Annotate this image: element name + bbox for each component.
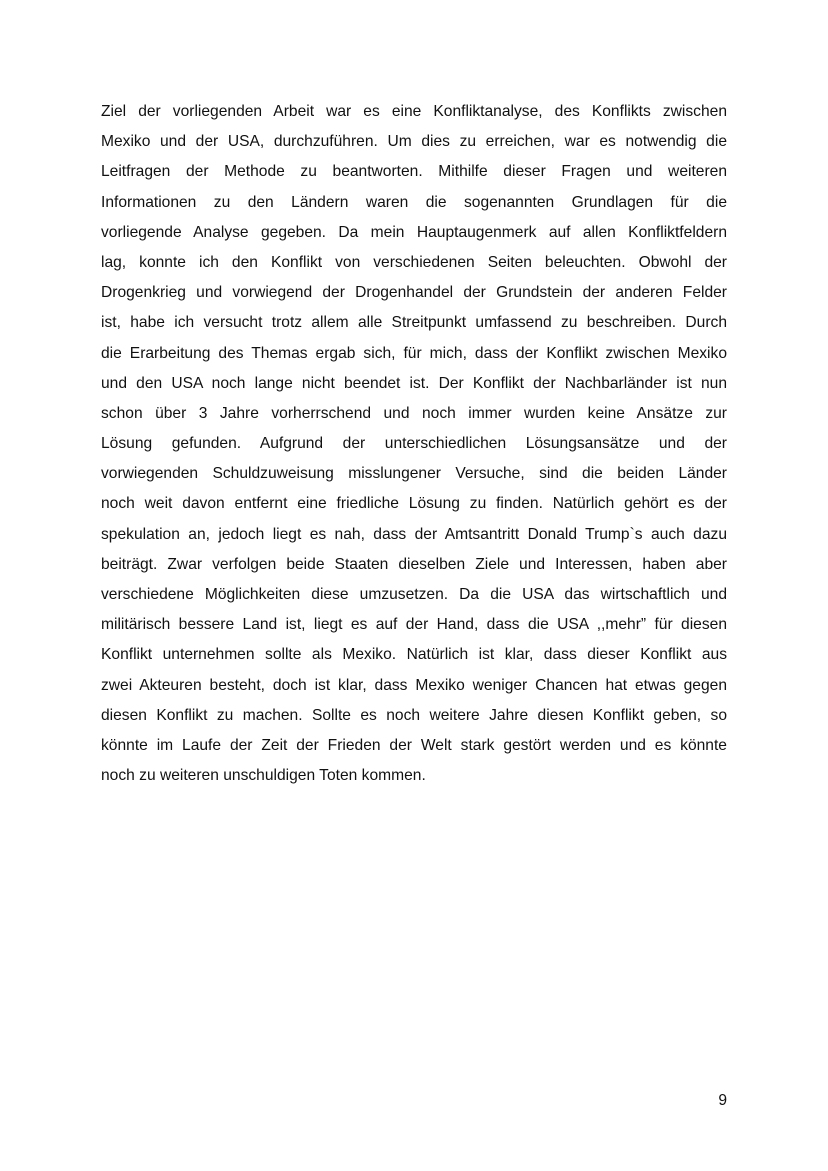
paragraph-line: zwei Akteuren besteht, doch ist klar, dass Mexiko weniger Chancen hat etwas gegen	[101, 676, 727, 694]
paragraph-line: noch zu weiteren unschuldigen Toten kommen.	[101, 767, 426, 785]
paragraph-line: Ziel der vorliegenden Arbeit war es eine Konfliktanalyse, des Konflikts zwischen	[101, 103, 727, 120]
paragraph-line: Konflikt unternehmen sollte als Mexiko. Natürlich ist klar, dass dieser Konflikt aus	[101, 646, 727, 664]
paragraph-line: vorwiegenden Schuldzuweisung misslungener Versuche, sind die beiden Länder	[101, 465, 727, 483]
paragraph-line: spekulation an, jedoch liegt es nah, dass der Amtsantritt Donald Trump`s auch dazu	[101, 525, 727, 543]
paragraph-line: verschiedene Möglichkeiten diese umzusetzen. Da die USA das wirtschaftlich und	[101, 586, 727, 603]
paragraph-line: Drogenkrieg und vorwiegend der Drogenhandel der Grundstein der anderen Felder	[101, 284, 727, 302]
body-paragraph	[101, 97, 727, 791]
paragraph-line: lag, konnte ich den Konflikt von verschiedenen Seiten beleuchten. Obwohl der	[101, 253, 727, 271]
paragraph-line: Leitfragen der Methode zu beantworten. Mithilfe dieser Fragen und weiteren	[101, 163, 727, 181]
paragraph-line: diesen Konflikt zu machen. Sollte es noch weitere Jahre diesen Konflikt geben, so	[101, 706, 727, 724]
paragraph-line: die Erarbeitung des Themas ergab sich, für mich, dass der Konflikt zwischen Mexiko	[101, 344, 727, 362]
paragraph-line: könnte im Laufe der Zeit der Frieden der Welt stark gestört werden und es könnte	[101, 736, 727, 754]
paragraph-line: noch weit davon entfernt eine friedliche Lösung zu finden. Natürlich gehört es der	[101, 495, 727, 513]
paragraph-line: beiträgt. Zwar verfolgen beide Staaten dieselben Ziele und Interessen, haben aber	[101, 555, 727, 573]
paragraph-line: schon über 3 Jahre vorherrschend und noch immer wurden keine Ansätze zur	[101, 404, 727, 422]
paragraph-line: Mexiko und der USA, durchzuführen. Um dies zu erreichen, war es notwendig die	[101, 133, 727, 151]
page-number: 9	[718, 1092, 727, 1109]
paragraph-line: Informationen zu den Ländern waren die sogenannten Grundlagen für die	[101, 193, 727, 211]
paragraph-line: vorliegende Analyse gegeben. Da mein Hauptaugenmerk auf allen Konfliktfeldern	[101, 223, 727, 241]
paragraph-line: Lösung gefunden. Aufgrund der unterschiedlichen Lösungsansätze und der	[101, 435, 727, 453]
paragraph-line: militärisch bessere Land ist, liegt es auf der Hand, dass die USA ,,mehr” für diesen	[101, 616, 727, 634]
paragraph-line: und den USA noch lange nicht beendet ist. Der Konflikt der Nachbarländer ist nun	[101, 374, 727, 392]
paragraph-line: ist, habe ich versucht trotz allem alle Streitpunkt umfassend zu beschreiben. Durch	[101, 314, 727, 332]
